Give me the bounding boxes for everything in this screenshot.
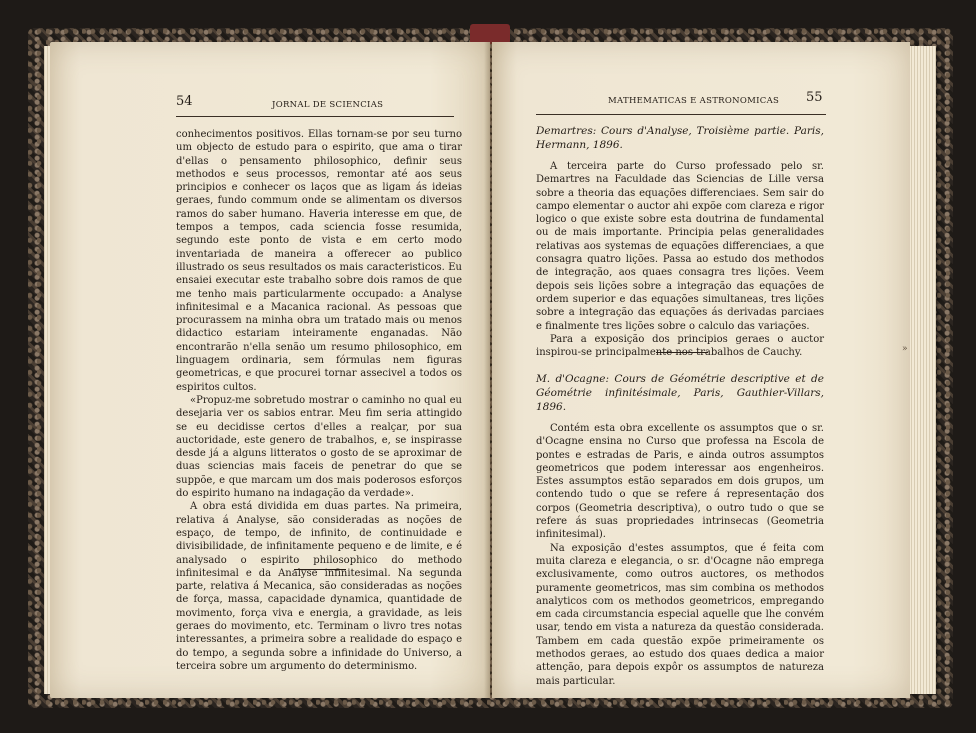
running-head: JORNAL DE SCIENCIAS [272,100,384,110]
page-number: 55 [806,90,823,105]
review-docagne [536,372,824,688]
paragraph: Contém esta obra excellente os assumptos que o sr. d'Ocagne ensina no Curso que professa na Escola de pontes e estradas de Paris, e ainda outros assumptos geometricos que podem interessar aos engenheiros. Estes assumptos estão separados em dois grupos, um contendo tudo o que se refere á representação dos corpos (Geometria descriptiva), o outro tudo o que se refere ás suas propriedades intrinsecas (Geometria infinitesimal). [536,423,824,541]
citation: M. d'Ocagne: Cours de Géométrie descriptive et de Géométrie infinitésimale, Paris, Gauthier-Villars, 1896. [536,373,824,413]
body-text [176,128,462,673]
book-spine [470,24,510,44]
review-demartres [536,124,824,359]
paragraph: A obra está dividida em duas partes. Na primeira, relativa á Analyse, são consideradas as noções de espaço, de tempo, de infinito, de continuidade e divisibilidade, de infinitamente pequeno e de limite, e é analysado o espirito philosophico do methodo infinitesimal e da Analyse infinitesimal. Na segunda parte, relativa á Mecanica, são consideradas as noções de força, massa, capacidade dynamica, quantidade de movimento, força viva e energia, a gravidade, as leis geraes do movimento, etc. Terminam o livro tres notas interessantes, a primeira sobre a realidade do espaço e do tempo, a segunda sobre a infinidade do Universo, a terceira sobre um argumento do determinismo. [176,501,462,672]
paragraph: Para a exposição dos principios geraes o auctor inspirou-se principalmente nos trabalhos de Cauchy. [536,333,824,359]
running-head: MATHEMATICAS E ASTRONOMICAS [608,96,780,106]
header-rule [536,114,826,115]
right-page [492,42,910,698]
paragraph: conhecimentos positivos. Ellas tornam-se por seu turno um objecto de estudo para o espirito, que ama o tirar d'ellas o pensamento philosophico, definir seus methodos e seus processos, remontar até aos seus principios e conhecer os laços que as ligam ás ideias geraes, fundo commum onde se alimentam os diversos ramos do saber humano. Haveria interesse em que, de tempos a tempos, cada sciencia fosse resumida, segundo este ponto de vista e em certo modo inventariada de maneira a offerecer ao publico illustrado os seus resultados os mais caracteristicos. Eu ensaiei executar este trabalho sobre dois ramos de que me tenho mais particularmente occupado: a Analyse infinitesimal e a Macanica racional. As pessoas que procurassem na minha obra um tratado mais ou menos didactico estariam inteiramente enganadas. Não encontrarão n'ella senão um resumo philosophico, em linguagem ordinaria, sem fórmulas nem figuras geometricas, e que procurei tornar assecivel a todos os espiritos cultos. [176,129,462,393]
header-rule [176,116,454,117]
section-end-rule [294,569,346,570]
margin-mark: » [902,344,908,354]
section-divider [656,352,708,353]
citation: Demartres: Cours d'Analyse, Troisième partie. Paris, Hermann, 1896. [536,125,824,151]
left-page [50,42,490,698]
paragraph: «Propuz-me sobretudo mostrar o caminho no qual eu desejaria ver os sabios entrar. Meu fim seria attingido se eu decidisse certos d'elles a realçar, por sua auctoridade, este genero de trabalhos, e, se inspirasse desde já a alguns litteratos o gosto de se aproximar de duas sciencias mais faceis de penetrar do que se suppõe, e que marcam um dos mais poderosos esforços do espirito humano na indagação da verdade». [176,394,462,500]
page-number: 54 [176,94,193,109]
paragraph: A terceira parte do Curso professado pelo sr. Demartres na Faculdade das Sciencias de Lille versa sobre a theoria das equações differenciaes. Sem sair do campo elementar o auctor ahi expõe com clareza e rigor logico o que existe sobre esta doutrina de fundamental ou de mais importante. Principia pelas generalidades relativas aos systemas de equações differenciaes, a que consagra quatro lições. Passa ao estudo dos methodos de integração, aos quaes consagra tres lições. Veem depois seis lições sobre a integração das equações de ordem superior e das equações simultaneas, tres lições sobre a integração das equações ás derivadas parciaes e finalmente tres lições sobre o calculo das variações. [536,161,824,332]
paragraph: Na exposição d'estes assumptos, que é feita com muita clareza e elegancia, o sr. d'Ocagne não emprega exclusivamente, como outros auctores, os methodos puramente geometricos, mas sim combina os methodos analyticos com os methodos geometricos, empregando em cada circumstancia especial aquelle que lhe convém usar, tendo em vista a natureza da questão considerada. Tambem em cada questão expõe primeiramente os methodos geraes, ao estudo dos quaes dedica a maior attenção, para depois expôr os assumptos de natureza mais particular. [536,542,824,687]
